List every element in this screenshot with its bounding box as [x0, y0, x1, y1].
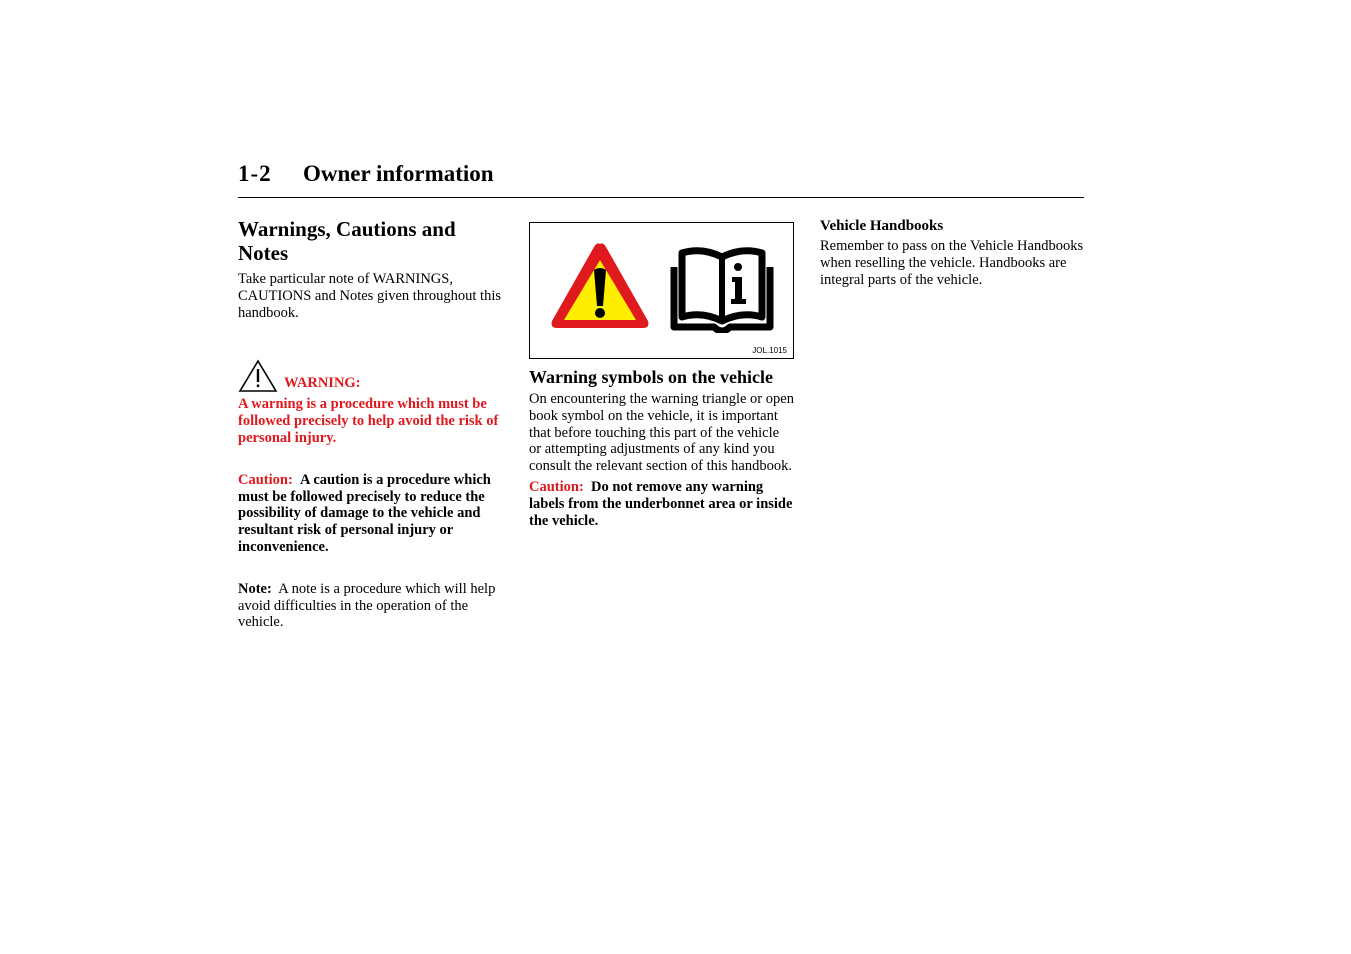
caution-block	[238, 472, 503, 556]
page-number: 1-2	[238, 161, 272, 186]
column-vehicle-handbooks	[820, 217, 1085, 288]
caution-label: Caution:	[238, 471, 293, 488]
open-book-info-icon	[668, 247, 776, 333]
caution-text: Do not remove any warning labels from the underbonnet area or inside the vehicle.	[529, 478, 793, 529]
caution-label: Caution:	[529, 478, 584, 495]
page-title: Owner information	[303, 161, 494, 186]
vehicle-handbooks-text: Remember to pass on the Vehicle Handbooks when reselling the vehicle. Handbooks are integral parts of the vehicle.	[820, 238, 1084, 288]
vehicle-handbooks-heading: Vehicle Handbooks	[820, 218, 944, 234]
note-label: Note:	[238, 580, 272, 597]
warning-triangle-icon	[238, 359, 278, 393]
intro-text: Take particular note of WARNINGS, CAUTIONS and Notes given throughout this handbook.	[238, 271, 501, 321]
warning-symbols-figure	[529, 222, 794, 359]
warning-triangle-icon	[548, 240, 652, 332]
caution-block	[529, 479, 794, 529]
page-header	[238, 160, 1084, 198]
warning-symbols-text: On encountering the warning triangle or open book symbol on the vehicle, it is important that before touching this part of the vehicle or attempting adjustments of any kind you consult the relevant section of this handbook.	[529, 391, 794, 475]
warning-text: A warning is a procedure which must be followed precisely to help avoid the risk of personal injury.	[238, 396, 499, 446]
note-text: A note is a procedure which will help avoid difficulties in the operation of the vehicle.	[238, 580, 496, 631]
caution-text: A caution is a procedure which must be followed precisely to reduce the possibility of damage to the vehicle and resultant risk of personal injury or inconvenience.	[238, 471, 491, 555]
warning-block	[238, 359, 503, 446]
section-heading: Warnings, Cautions and Notes	[238, 217, 456, 265]
figure-code: JOL.1015	[752, 346, 787, 355]
warning-header	[238, 359, 503, 393]
note-block	[238, 581, 503, 631]
column-warnings-cautions-notes	[238, 217, 503, 631]
column-warning-symbols	[529, 217, 794, 529]
warning-symbols-heading: Warning symbols on the vehicle	[529, 367, 774, 387]
warning-label: WARNING:	[284, 375, 361, 392]
